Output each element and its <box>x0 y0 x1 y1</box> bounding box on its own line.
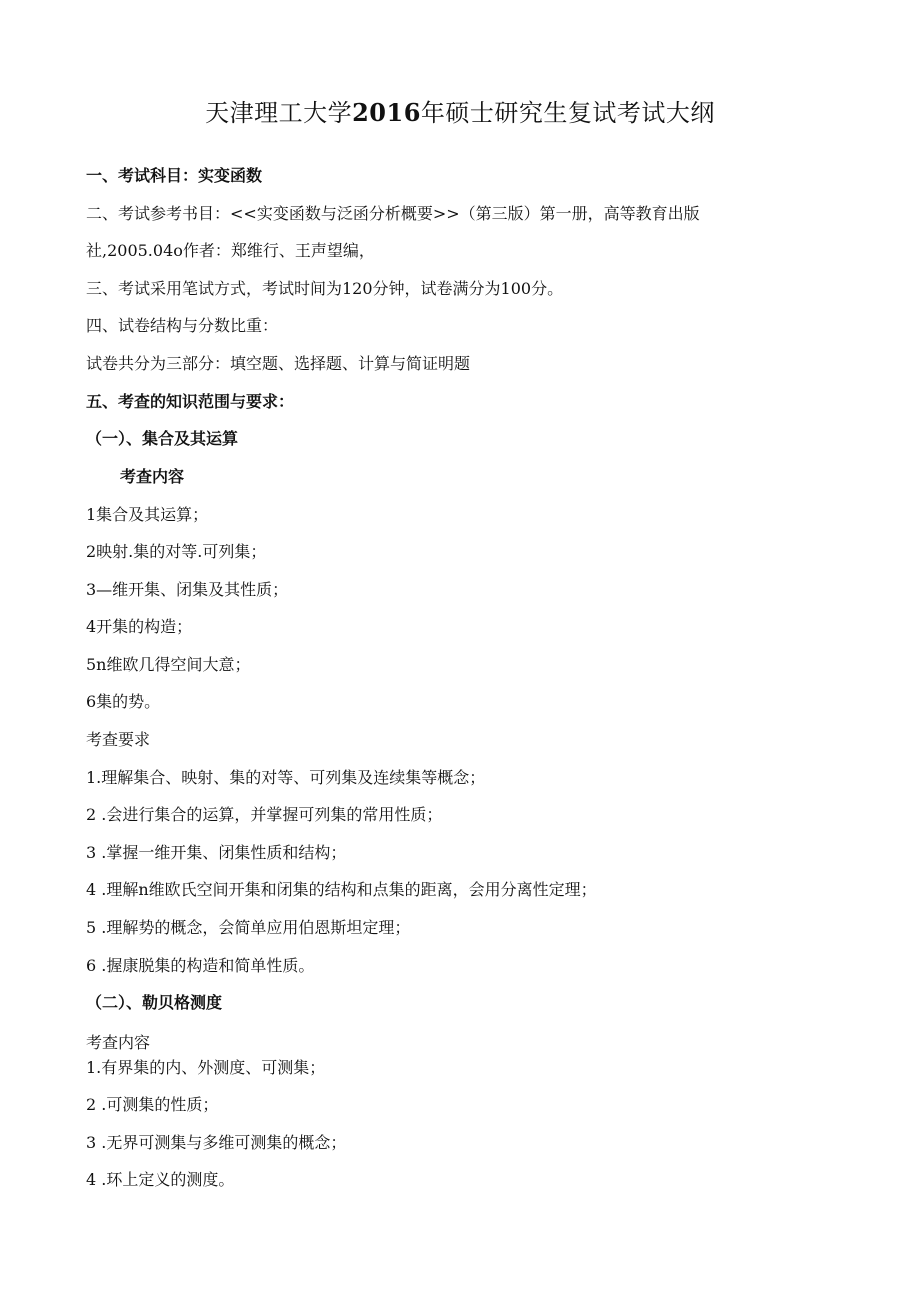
title-year: 2016 <box>352 98 421 127</box>
subsection-sets: （一）、集合及其运算 <box>86 429 239 448</box>
subsection-lebesgue-measure: （二）、勒贝格测度 <box>86 993 223 1012</box>
list-item: 5n维欧几得空间大意； <box>86 655 251 674</box>
list-item: 4 .环上定义的测度。 <box>86 1170 235 1189</box>
measure-content-heading: 考查内容 <box>86 1033 151 1052</box>
list-item: 3 .掌握一维开集、闭集性质和结构； <box>86 843 347 862</box>
list-item: 1.有界集的内、外测度、可测集； <box>86 1058 326 1077</box>
section-reference-book: 二、考试参考书目：<<实变函数与泛函分析概要>>（第三版）第一册，高等教育出版 <box>86 204 700 223</box>
sets-requirements-heading: 考查要求 <box>86 730 151 749</box>
title-prefix: 天津理工大学 <box>205 99 353 127</box>
section-exam-format: 三、考试采用笔试方式，考试时间为120分钟，试卷满分为100分。 <box>86 279 564 298</box>
section-paper-structure: 四、试卷结构与分数比重： <box>86 316 279 335</box>
reference-book-continued: 社,2005.04o作者：郑维行、王声望编， <box>86 241 375 260</box>
document-title <box>0 95 920 131</box>
sets-content-heading: 考查内容 <box>120 467 185 486</box>
list-item: 3—维开集、闭集及其性质； <box>86 580 289 599</box>
list-item: 4 .理解n维欧氏空间开集和闭集的结构和点集的距离，会用分离性定理； <box>86 880 597 899</box>
list-item: 6 .握康脱集的构造和简单性质。 <box>86 956 315 975</box>
list-item: 1.理解集合、映射、集的对等、可列集及连续集等概念； <box>86 768 486 787</box>
list-item: 3 .无界可测集与多维可测集的概念； <box>86 1133 347 1152</box>
title-suffix: 年硕士研究生复试考试大纲 <box>420 99 715 127</box>
section-exam-subject: 一、考试科目：实变函数 <box>86 166 263 185</box>
section-knowledge-scope: 五、考查的知识范围与要求： <box>86 392 295 411</box>
list-item: 2 .可测集的性质； <box>86 1095 219 1114</box>
list-item: 5 .理解势的概念，会简单应用伯恩斯坦定理； <box>86 918 411 937</box>
list-item: 6集的势。 <box>86 692 161 711</box>
list-item: 1集合及其运算； <box>86 505 209 524</box>
paper-structure-text: 试卷共分为三部分：填空题、选择题、计算与简证明题 <box>86 354 471 373</box>
list-item: 2 .会进行集合的运算，并掌握可列集的常用性质； <box>86 805 443 824</box>
list-item: 2映射.集的对等.可列集； <box>86 542 267 561</box>
list-item: 4开集的构造； <box>86 617 193 636</box>
